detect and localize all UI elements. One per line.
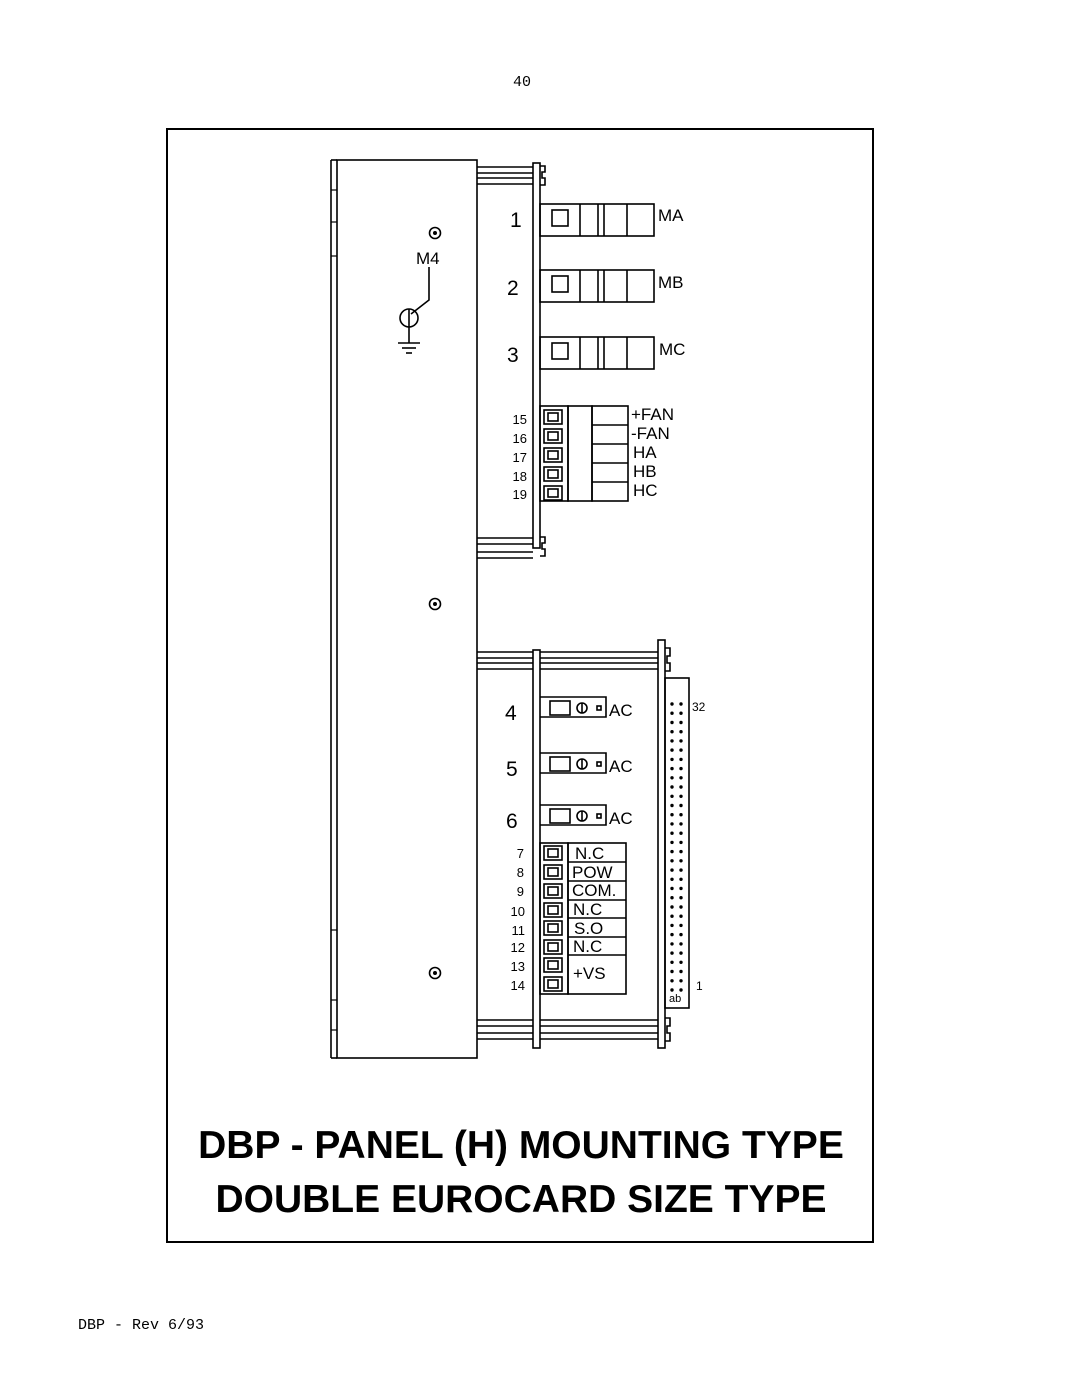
connector-pin-dot	[670, 832, 673, 835]
mounting-screw-icon	[430, 599, 441, 610]
connector-pin-dot	[679, 804, 682, 807]
input-label: AC	[609, 809, 633, 828]
connector-pin-dot	[679, 712, 682, 715]
backplane-rail	[658, 640, 665, 1048]
connector-pin-dot	[670, 730, 673, 733]
connector-pin-dot	[670, 795, 673, 798]
relay-module-mb	[540, 270, 654, 302]
connector-pin-dot	[679, 933, 682, 936]
connector-pin-dot	[670, 868, 673, 871]
terminal-label: +FAN	[631, 405, 674, 424]
connector-pin-dot	[670, 878, 673, 881]
connector-pin-label: 32	[692, 700, 706, 714]
relay-number: 1	[510, 209, 522, 232]
connector-pin-dot	[670, 915, 673, 918]
diagram-title-line-1: DBP - PANEL (H) MOUNTING TYPE	[198, 1124, 844, 1167]
terminal-number: 10	[510, 904, 525, 919]
connector-pin-dot	[670, 970, 673, 973]
connector-pin-dot	[670, 988, 673, 991]
front-panel-body	[337, 160, 477, 1058]
connector-pin-dot	[670, 758, 673, 761]
terminal-number: 18	[512, 469, 527, 484]
terminal-label: COM.	[572, 881, 617, 900]
connector-row-label: ab	[669, 993, 682, 1005]
connector-pin-dot	[670, 951, 673, 954]
ground-label: M4	[416, 249, 440, 268]
terminal-label: HC	[633, 481, 658, 500]
terminal-number: 14	[510, 978, 525, 993]
connector-pin-dot	[679, 785, 682, 788]
connector-pin-dot	[679, 961, 682, 964]
connector-pin-dot	[679, 776, 682, 779]
terminal-label: N.C	[575, 844, 605, 863]
relay-number: 2	[507, 277, 519, 300]
input-number: 5	[506, 758, 518, 781]
connector-pin-dot	[679, 850, 682, 853]
connector-pin-dot	[670, 979, 673, 982]
connector-pin-dot	[670, 961, 673, 964]
connector-pin-dot	[670, 942, 673, 945]
terminal-label: N.C	[573, 900, 603, 919]
input-label: AC	[609, 757, 633, 776]
relay-label: MC	[659, 340, 686, 359]
connector-pin-dot	[670, 712, 673, 715]
terminal-number: 9	[516, 884, 524, 899]
relay-module-mc	[540, 337, 654, 369]
connector-pin-dot	[670, 933, 673, 936]
upper-rail	[533, 163, 540, 548]
terminal-number: 15	[512, 412, 527, 427]
connector-pin-dot	[679, 878, 682, 881]
connector-pin-dot	[679, 868, 682, 871]
connector-pin-dot	[670, 739, 673, 742]
connector-pin-dot	[670, 785, 673, 788]
connector-pin-dot	[679, 887, 682, 890]
page-number: 40	[512, 74, 531, 91]
connector-pin-dot	[679, 924, 682, 927]
connector-pin-dot	[679, 739, 682, 742]
input-label: AC	[609, 701, 633, 720]
connector-pin-dot	[679, 758, 682, 761]
terminal-number: 11	[511, 923, 525, 938]
footer-revision: DBP - Rev 6/93	[78, 1317, 205, 1334]
connector-pin-dot	[670, 850, 673, 853]
eurocard-connector	[665, 678, 689, 1008]
terminal-number: 7	[516, 846, 524, 861]
terminal-label: N.C	[573, 937, 603, 956]
connector-pin-dot	[679, 822, 682, 825]
connector-pin-dot	[670, 822, 673, 825]
connector-pin-dot	[670, 721, 673, 724]
connector-pin-dot	[679, 979, 682, 982]
terminal-label: S.O	[574, 919, 604, 938]
relay-module-ma	[540, 204, 654, 236]
connector-pin-dot	[670, 748, 673, 751]
connector-pin-dot	[679, 832, 682, 835]
connector-pin-dot	[670, 702, 673, 705]
upper-terminal-block	[540, 406, 628, 501]
connector-pin-dot	[670, 905, 673, 908]
connector-pin-dot	[679, 795, 682, 798]
terminal-label: HA	[633, 443, 657, 462]
connector-pin-dot	[679, 813, 682, 816]
connector-pin-dot	[679, 942, 682, 945]
terminal-label: HB	[633, 462, 657, 481]
terminal-label: +VS	[573, 964, 606, 983]
connector-pin-dot	[679, 951, 682, 954]
mounting-screw-icon	[430, 968, 441, 979]
connector-pin-label: 1	[696, 979, 703, 993]
terminal-number: 19	[512, 487, 527, 502]
input-number: 6	[506, 810, 518, 833]
mounting-screw-icon	[430, 228, 441, 239]
connector-pin-dot	[670, 813, 673, 816]
connector-pin-dot	[679, 970, 682, 973]
connector-pin-dot	[679, 730, 682, 733]
connector-pin-dot	[679, 896, 682, 899]
connector-pin-dot	[670, 841, 673, 844]
terminal-number: 12	[510, 940, 525, 955]
connector-pin-dot	[670, 776, 673, 779]
connector-pin-dot	[670, 924, 673, 927]
connector-pin-dot	[670, 896, 673, 899]
connector-pins	[670, 702, 682, 991]
terminal-label: POW	[572, 863, 613, 882]
terminal-number: 13	[510, 959, 525, 974]
connector-pin-dot	[679, 748, 682, 751]
terminal-label: -FAN	[631, 424, 670, 443]
lower-rail	[533, 650, 540, 1048]
connector-pin-dot	[670, 804, 673, 807]
connector-pin-dot	[679, 915, 682, 918]
connector-pin-dot	[679, 988, 682, 991]
connector-pin-dot	[679, 859, 682, 862]
connector-pin-dot	[679, 721, 682, 724]
diagram-title-line-2: DOUBLE EUROCARD SIZE TYPE	[215, 1178, 827, 1221]
relay-number: 3	[507, 344, 519, 367]
connector-pin-dot	[679, 702, 682, 705]
connector-pin-dot	[670, 767, 673, 770]
terminal-number: 8	[516, 865, 524, 880]
relay-label: MB	[658, 273, 684, 292]
input-module-5	[540, 753, 606, 773]
terminal-number: 16	[512, 431, 527, 446]
connector-pin-dot	[679, 905, 682, 908]
connector-pin-dot	[670, 859, 673, 862]
input-number: 4	[505, 702, 517, 725]
connector-pin-dot	[679, 767, 682, 770]
input-module-6	[540, 805, 606, 825]
connector-pin-dot	[679, 841, 682, 844]
connector-pin-dot	[670, 887, 673, 890]
relay-label: MA	[658, 206, 684, 225]
ground-terminal-icon	[398, 267, 429, 353]
input-module-4	[540, 697, 606, 717]
terminal-number: 17	[512, 450, 527, 465]
